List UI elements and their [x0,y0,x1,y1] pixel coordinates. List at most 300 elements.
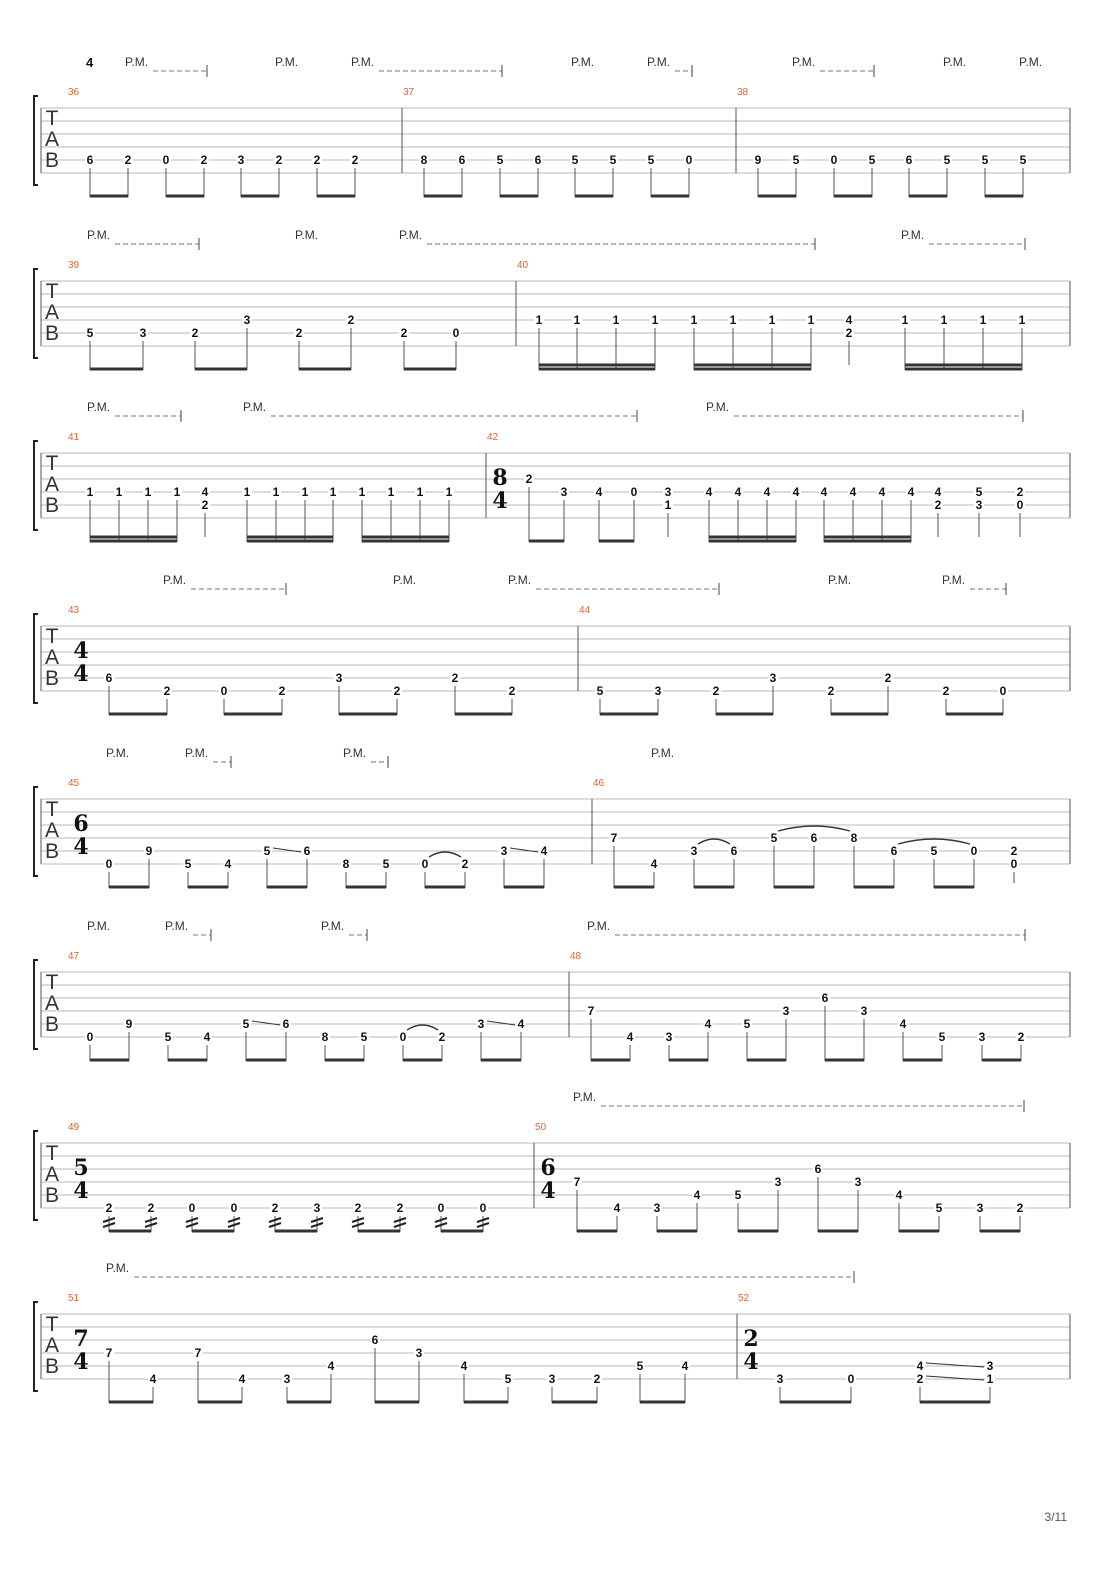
fret-number: 6 [730,844,738,858]
fret-number: 4 [693,1188,701,1202]
measure-48 [569,951,1026,1061]
fret-number: 2 [508,684,516,698]
measure-number: 38 [737,87,749,98]
fret-number: 2 [1016,485,1024,499]
fret-number: 0 [847,1372,855,1386]
fret-number: 9 [145,844,153,858]
tab-letter-t: T [45,798,59,821]
fret-number: 2 [916,1372,924,1386]
tie-arc [698,839,730,844]
fret-number: 5 [770,831,778,845]
measure-number: 50 [535,1122,547,1133]
fret-number: 4 [849,485,857,499]
palm-mute-label: P.M. [393,573,417,587]
measure-41 [68,432,454,542]
fret-number: 8 [850,831,858,845]
fret-number: 3 [653,1201,661,1215]
palm-mute-label: P.M. [587,919,611,933]
fret-number: 6 [303,844,311,858]
fret-number: 0 [162,153,170,167]
fret-number: 6 [810,831,818,845]
fret-number: 4 [201,485,209,499]
fret-number: 0 [970,844,978,858]
measure-36 [68,87,360,197]
fret-number: 4 [916,1359,924,1373]
fret-number: 2 [124,153,132,167]
measure-number: 42 [487,432,499,443]
time-signature-bottom: 4 [73,1178,89,1204]
tab-letter-b: B [44,840,60,863]
fret-number: 5 [930,844,938,858]
tab-letter-b: B [44,322,60,345]
fret-number: 2 [396,1201,404,1215]
measure-47 [68,951,526,1061]
palm-mute-label: P.M. [351,55,375,69]
fret-number: 6 [821,991,829,1005]
fret-number: 4 [704,1017,712,1031]
fret-number: 6 [282,1017,290,1031]
fret-number: 4 [203,1030,211,1044]
fret-number: 0 [105,857,113,871]
fret-number: 2 [147,1201,155,1215]
fret-number: 2 [400,326,408,340]
fret-number: 0 [437,1201,445,1215]
system-bracket [34,1131,38,1220]
fret-number: 1 [979,313,987,327]
fret-number: 7 [105,1346,113,1360]
system-bracket [34,614,38,703]
fret-number: 1 [445,485,453,499]
fret-number: 5 [636,1359,644,1373]
fret-number: 4 [540,844,548,858]
tab-letter-a: A [44,992,60,1015]
fret-number: 4 [705,485,713,499]
palm-mute-label: P.M. [243,400,267,414]
tab-letter-b: B [44,149,60,172]
fret-number: 5 [571,153,579,167]
fret-number: 4 [238,1372,246,1386]
tab-letter-t: T [45,1313,59,1336]
fret-number: 4 [595,485,603,499]
system-3 [34,400,1070,542]
system-4 [34,573,1070,715]
system-1 [34,55,1070,197]
measure-42 [486,432,1025,542]
fret-number: 3 [500,844,508,858]
fret-number: 5 [242,1017,250,1031]
fret-number: 5 [496,153,504,167]
fret-number: 4 [845,313,853,327]
system-bracket [34,441,38,530]
fret-number: 0 [1016,498,1024,512]
palm-mute-label: P.M. [87,400,111,414]
fret-number: 4 [224,857,232,871]
fret-number: 3 [664,485,672,499]
fret-number: 2 [313,153,321,167]
fret-number: 4 [327,1359,335,1373]
measure-number: 43 [68,605,80,616]
fret-number: 2 [351,153,359,167]
tab-letter-b: B [44,1355,60,1378]
time-signature-bottom: 4 [73,661,89,687]
palm-mute-label: P.M. [106,1261,130,1275]
tab-letter-a: A [44,819,60,842]
fret-number: 5 [382,857,390,871]
tie-arc [407,1025,438,1030]
time-signature-top: 4 [73,638,89,664]
fret-number: 5 [975,485,983,499]
time-signature-top: 6 [540,1155,556,1181]
fret-number: 2 [201,498,209,512]
system-8 [34,1261,1070,1403]
measure-number: 41 [68,432,80,443]
fret-number: 3 [283,1372,291,1386]
fret-number: 2 [271,1201,279,1215]
palm-mute-label: P.M. [275,55,299,69]
page-leading-marker: 4 [86,55,94,70]
measure-number: 37 [403,87,415,98]
fret-number: 5 [360,1030,368,1044]
fret-number: 1 [573,313,581,327]
fret-number: 1 [301,485,309,499]
fret-number: 3 [986,1359,994,1373]
time-signature-bottom: 4 [743,1349,759,1375]
fret-number: 3 [690,844,698,858]
palm-mute-label: P.M. [185,746,209,760]
fret-number: 8 [342,857,350,871]
tab-letter-t: T [45,971,59,994]
fret-number: 3 [782,1004,790,1018]
fret-number: 4 [681,1359,689,1373]
fret-number: 0 [399,1030,407,1044]
fret-number: 6 [371,1333,379,1347]
fret-number: 5 [743,1017,751,1031]
fret-number: 2 [845,326,853,340]
tab-letter-t: T [45,107,59,130]
fret-number: 7 [610,831,618,845]
fret-number: 2 [105,1201,113,1215]
fret-number: 4 [899,1017,907,1031]
fret-number: 0 [685,153,693,167]
fret-number: 3 [237,153,245,167]
fret-number: 1 [1018,313,1026,327]
fret-number: 1 [986,1372,994,1386]
fret-number: 4 [626,1030,634,1044]
tab-letter-a: A [44,1334,60,1357]
fret-number: 4 [820,485,828,499]
fret-number: 2 [712,684,720,698]
measure-50 [534,1122,1025,1232]
fret-number: 1 [612,313,620,327]
palm-mute-label: P.M. [106,746,130,760]
fret-number: 2 [593,1372,601,1386]
time-signature-top: 6 [73,811,89,837]
tab-letter-t: T [45,625,59,648]
fret-number: 1 [729,313,737,327]
palm-mute-label: P.M. [647,55,671,69]
fret-number: 5 [596,684,604,698]
tab-letter-b: B [44,1184,60,1207]
fret-number: 2 [451,671,459,685]
measure-45 [68,778,549,888]
fret-number: 3 [654,684,662,698]
tab-letter-b: B [44,1013,60,1036]
fret-number: 1 [651,313,659,327]
system-bracket [34,787,38,876]
fret-number: 0 [188,1201,196,1215]
fret-number: 0 [230,1201,238,1215]
fret-number: 0 [630,485,638,499]
fret-number: 3 [975,498,983,512]
fret-number: 2 [163,684,171,698]
system-bracket [34,1302,38,1391]
tab-letter-t: T [45,1142,59,1165]
fret-number: 6 [534,153,542,167]
palm-mute-label: P.M. [343,746,367,760]
fret-number: 3 [774,1175,782,1189]
fret-number: 9 [125,1017,133,1031]
measure-52 [737,1293,995,1403]
measure-number: 46 [593,778,605,789]
palm-mute-label: P.M. [901,228,925,242]
palm-mute-label: P.M. [706,400,730,414]
fret-number: 1 [690,313,698,327]
palm-mute-label: P.M. [571,55,595,69]
fret-number: 0 [452,326,460,340]
palm-mute-label: P.M. [163,573,187,587]
fret-number: 3 [243,313,251,327]
system-5 [34,746,1070,888]
time-signature-top: 7 [73,1326,89,1352]
measure-number: 39 [68,260,80,271]
fret-number: 1 [664,498,672,512]
measure-43 [68,605,517,715]
measure-39 [68,260,461,370]
tab-letter-b: B [44,494,60,517]
fret-number: 1 [901,313,909,327]
fret-number: 0 [479,1201,487,1215]
fret-number: 2 [827,684,835,698]
palm-mute-label: P.M. [942,573,966,587]
fret-number: 2 [1017,1030,1025,1044]
time-signature-top: 5 [73,1155,89,1181]
fret-number: 6 [905,153,913,167]
fret-number: 1 [173,485,181,499]
fret-number: 6 [814,1162,822,1176]
fret-number: 4 [149,1372,157,1386]
fret-number: 3 [976,1201,984,1215]
time-signature-top: 8 [492,465,508,491]
fret-number: 3 [415,1346,423,1360]
fret-number: 5 [734,1188,742,1202]
measure-number: 49 [68,1122,80,1133]
palm-mute-label: P.M. [792,55,816,69]
palm-mute-label: P.M. [828,573,852,587]
fret-number: 4 [734,485,742,499]
fret-number: 2 [884,671,892,685]
fret-number: 4 [460,1359,468,1373]
measure-number: 36 [68,87,80,98]
system-bracket [34,960,38,1049]
fret-number: 6 [86,153,94,167]
fret-number: 4 [650,857,658,871]
measure-38 [736,87,1028,197]
fret-number: 4 [878,485,886,499]
fret-number: 5 [938,1030,946,1044]
fret-number: 5 [184,857,192,871]
tab-letter-t: T [45,452,59,475]
fret-number: 2 [525,472,533,486]
time-signature-top: 2 [743,1326,759,1352]
fret-number: 5 [981,153,989,167]
fret-number: 2 [942,684,950,698]
measure-51 [68,1293,690,1403]
fret-number: 0 [830,153,838,167]
fret-number: 2 [347,313,355,327]
fret-number: 6 [458,153,466,167]
fret-number: 2 [438,1030,446,1044]
fret-number: 1 [387,485,395,499]
fret-number: 1 [535,313,543,327]
fret-number: 6 [890,844,898,858]
fret-number: 1 [940,313,948,327]
fret-number: 5 [935,1201,943,1215]
fret-number: 0 [220,684,228,698]
fret-number: 2 [354,1201,362,1215]
palm-mute-label: P.M. [295,228,319,242]
fret-number: 5 [263,844,271,858]
fret-number: 3 [477,1017,485,1031]
fret-number: 0 [1010,857,1018,871]
fret-number: 2 [200,153,208,167]
palm-mute-label: P.M. [87,919,111,933]
fret-number: 2 [275,153,283,167]
time-signature-bottom: 4 [540,1178,556,1204]
measure-number: 48 [570,951,582,962]
fret-number: 5 [1019,153,1027,167]
fret-number: 5 [609,153,617,167]
fret-number: 7 [587,1004,595,1018]
measure-number: 51 [68,1293,80,1304]
fret-number: 5 [792,153,800,167]
palm-mute-label: P.M. [165,919,189,933]
fret-number: 1 [272,485,280,499]
palm-mute-label: P.M. [321,919,345,933]
fret-number: 5 [868,153,876,167]
fret-number: 4 [907,485,915,499]
fret-number: 2 [1010,844,1018,858]
tab-letter-a: A [44,301,60,324]
fret-number: 3 [860,1004,868,1018]
fret-number: 4 [517,1017,525,1031]
fret-number: 3 [548,1372,556,1386]
fret-number: 3 [978,1030,986,1044]
tab-letter-a: A [44,1163,60,1186]
fret-number: 0 [999,684,1007,698]
fret-number: 3 [854,1175,862,1189]
fret-number: 1 [115,485,123,499]
measure-number: 47 [68,951,80,962]
tab-letter-t: T [45,280,59,303]
page-number: 3/11 [1044,1510,1067,1524]
measure-37 [402,87,694,197]
fret-number: 4 [934,485,942,499]
fret-number: 5 [504,1372,512,1386]
time-signature-bottom: 4 [73,1349,89,1375]
fret-number: 3 [776,1372,784,1386]
fret-number: 0 [86,1030,94,1044]
fret-number: 4 [763,485,771,499]
time-signature-bottom: 4 [492,488,508,514]
tab-letter-a: A [44,646,60,669]
fret-number: 1 [358,485,366,499]
measure-44 [578,605,1008,715]
fret-number: 2 [461,857,469,871]
fret-number: 3 [313,1201,321,1215]
fret-number: 9 [754,153,762,167]
system-7 [34,1090,1070,1232]
measure-number: 40 [517,260,529,271]
fret-number: 4 [792,485,800,499]
measure-number: 52 [738,1293,750,1304]
fret-number: 1 [86,485,94,499]
fret-number: 5 [647,153,655,167]
fret-number: 5 [86,326,94,340]
palm-mute-label: P.M. [1019,55,1043,69]
measure-49 [68,1122,489,1232]
tab-letter-a: A [44,473,60,496]
system-bracket [34,96,38,185]
fret-number: 2 [1016,1201,1024,1215]
measure-number: 44 [579,605,591,616]
fret-number: 1 [768,313,776,327]
fret-number: 1 [329,485,337,499]
palm-mute-label: P.M. [125,55,149,69]
fret-number: 3 [139,326,147,340]
fret-number: 3 [665,1030,673,1044]
fret-number: 3 [769,671,777,685]
palm-mute-label: P.M. [399,228,423,242]
fret-number: 0 [421,857,429,871]
fret-number: 2 [278,684,286,698]
tie-arc [429,852,461,857]
fret-number: 4 [613,1201,621,1215]
fret-number: 7 [194,1346,202,1360]
fret-number: 4 [895,1188,903,1202]
fret-number: 2 [934,498,942,512]
fret-number: 2 [191,326,199,340]
palm-mute-label: P.M. [508,573,532,587]
palm-mute-label: P.M. [651,746,675,760]
fret-number: 3 [335,671,343,685]
fret-number: 5 [943,153,951,167]
fret-number: 1 [416,485,424,499]
palm-mute-label: P.M. [573,1090,597,1104]
fret-number: 2 [393,684,401,698]
fret-number: 1 [144,485,152,499]
fret-number: 7 [573,1175,581,1189]
fret-number: 5 [164,1030,172,1044]
system-bracket [34,269,38,358]
fret-number: 2 [295,326,303,340]
system-6 [34,919,1070,1061]
fret-number: 1 [243,485,251,499]
measure-number: 45 [68,778,80,789]
measure-46 [592,778,1019,888]
palm-mute-label: P.M. [87,228,111,242]
fret-number: 8 [420,153,428,167]
system-2 [34,228,1070,370]
